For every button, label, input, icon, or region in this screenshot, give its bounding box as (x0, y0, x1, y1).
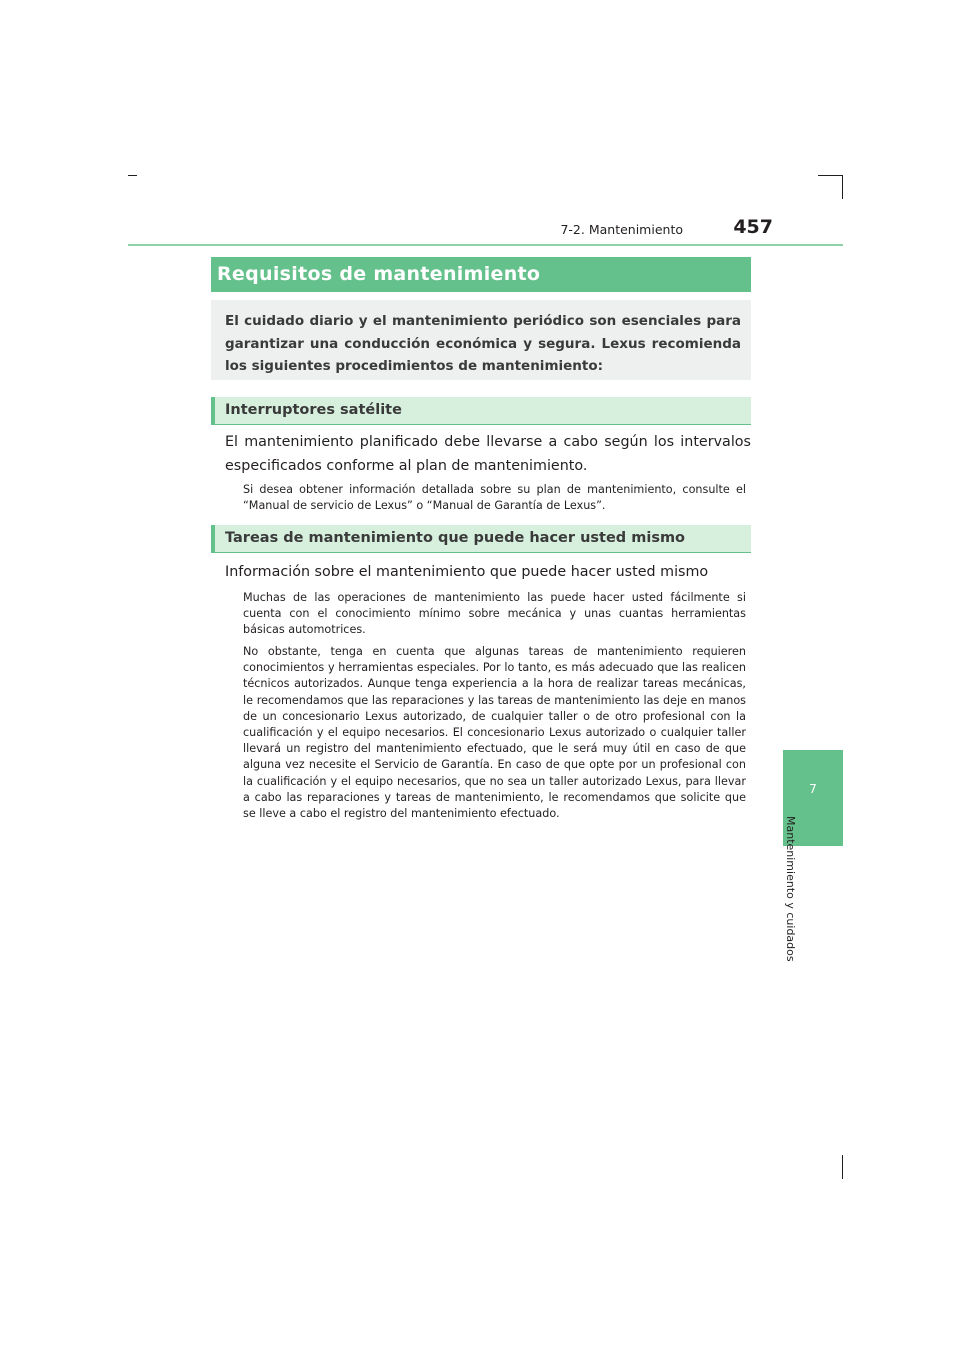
section-body: Información sobre el mantenimiento que puede hacer usted mismo (225, 564, 709, 580)
chapter-title: Mantenimiento y cuidados (784, 816, 797, 962)
crop-mark-bottom-right-v (842, 1155, 843, 1179)
crop-mark-top-right-h (818, 175, 842, 176)
intro-box (211, 300, 751, 380)
page-number: 457 (733, 216, 773, 238)
crop-mark-top-left-h (128, 175, 137, 176)
page-title: Requisitos de mantenimiento (211, 257, 751, 292)
section-note: Muchas de las operaciones de mantenimiento las puede hacer usted fácilmente si cuenta con el conocimiento mínimo sobre mecánica y unas cuantas herramientas básicas automotrices. (243, 591, 746, 637)
running-header-section: 7-2. Mantenimiento (560, 222, 683, 237)
section-body: El mantenimiento planificado debe llevarse a cabo según los intervalos especificados conforme al plan de mantenimiento. (225, 434, 751, 474)
section-note: No obstante, tenga en cuenta que algunas tareas de mantenimiento requieren conocimientos y herramientas especiales. Por lo tanto, es más adecuado que las realicen técnicos autorizados. Aunque tenga experiencia a la hora de realizar tareas mecánicas, le recomendamos que las reparaciones y las tareas de mantenimiento las deje en manos de un concesionario Lexus autorizado, de cualquier taller o de otro profesional con la cualificación y el equipo necesarios. El concesionario Lexus autorizado o cualquier taller llevará un registro del mantenimiento efectuado, que le será muy útil en caso de que alguna vez necesite el Servicio de Garantía. En caso de que opte por un profesional con la cualificación y el equipo necesarios, que no sea un taller autorizado Lexus, para llevar a cabo las reparaciones y tareas de mantenimiento, le recomendamos que solicite que se lleve a cabo el registro del mantenimiento efectuado. (243, 645, 746, 821)
chapter-number: 7 (809, 782, 817, 796)
header-rule (128, 244, 843, 246)
section-note: Si desea obtener información detallada sobre su plan de mantenimiento, consulte el “Manual de servicio de Lexus” o “Manual de Garantía de Lexus”. (243, 483, 746, 513)
section-heading-tareas: Tareas de mantenimiento que puede hacer usted mismo (211, 525, 751, 553)
section-heading-interruptores: Interruptores satélite (211, 397, 751, 425)
crop-mark-top-right-v (842, 175, 843, 199)
intro-text: El cuidado diario y el mantenimiento periódico son esenciales para garantizar una conducción económica y segura. Lexus recomienda los siguientes procedimientos de mantenimiento: (225, 313, 741, 374)
